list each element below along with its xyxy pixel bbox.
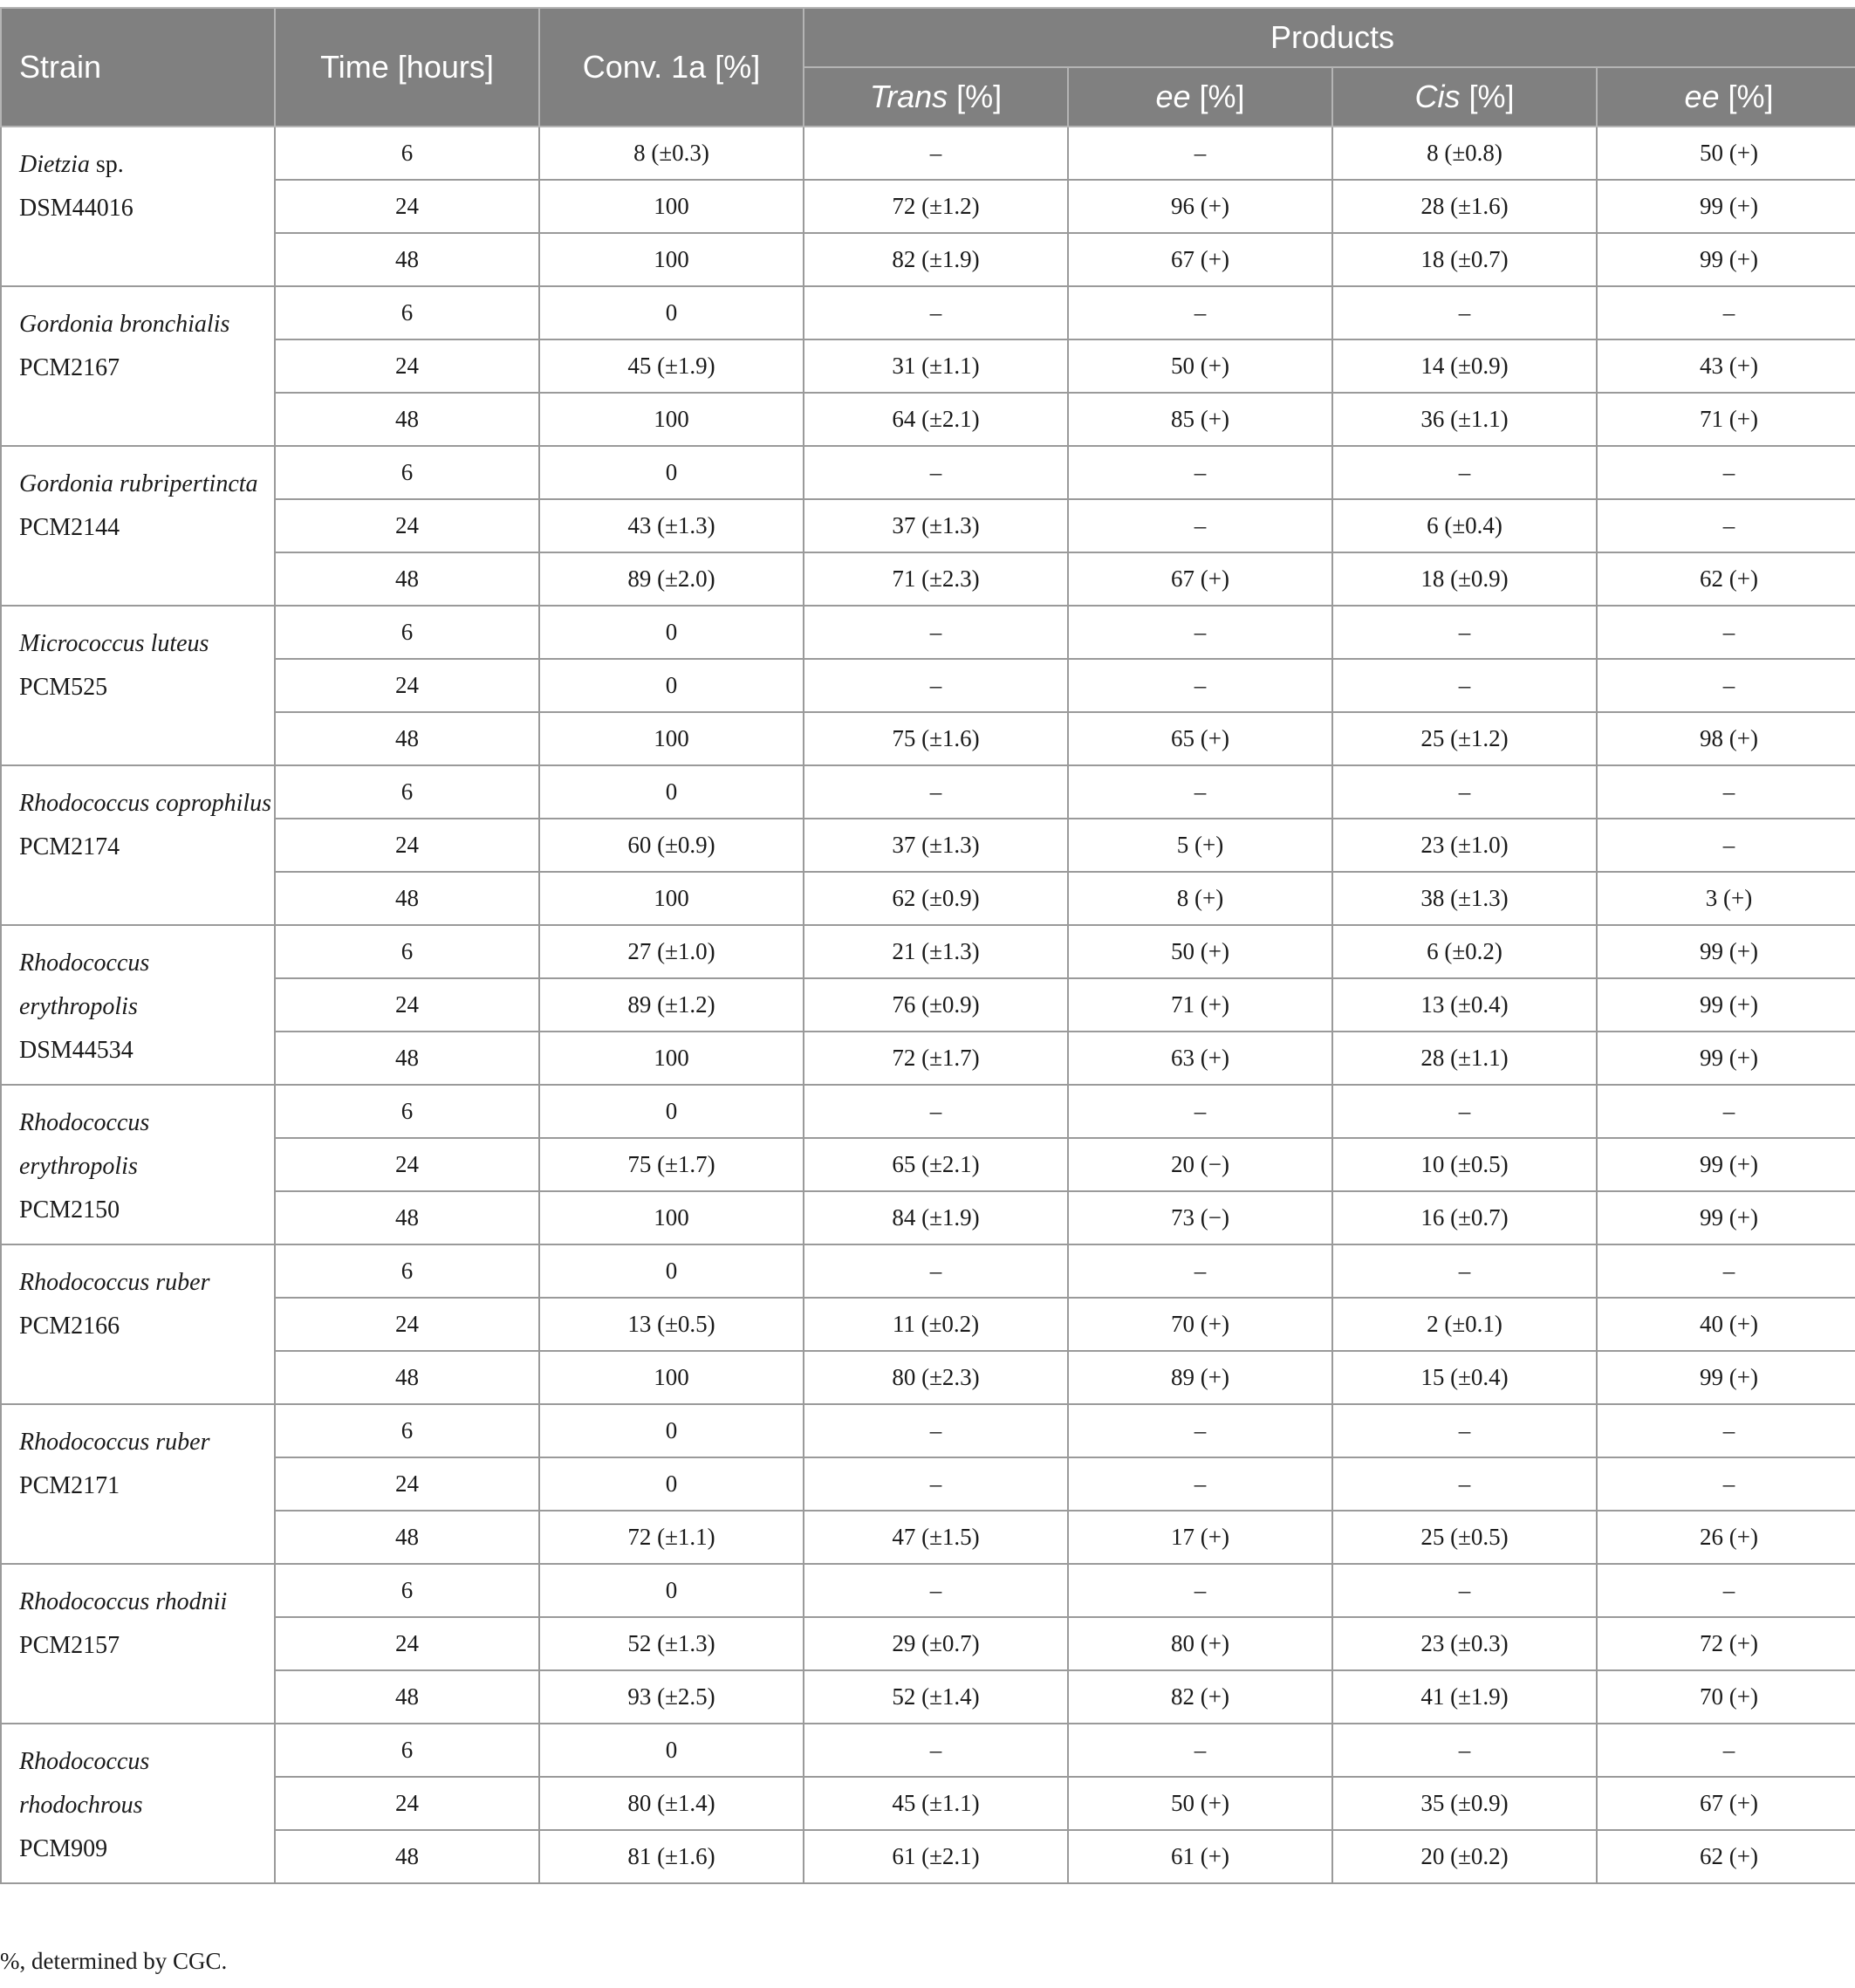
trans-cell: – xyxy=(804,606,1068,659)
cis-cell: – xyxy=(1332,1457,1597,1511)
ee-cis-cell: – xyxy=(1597,1564,1855,1617)
header-cis-label: Cis xyxy=(1414,79,1461,114)
ee-trans-cell: – xyxy=(1068,446,1332,499)
header-ee-trans-label: ee xyxy=(1155,79,1191,114)
time-cell: 6 xyxy=(275,1404,539,1457)
cis-cell: – xyxy=(1332,1085,1597,1138)
strain-code: PCM2171 xyxy=(19,1472,120,1499)
trans-cell: – xyxy=(804,1724,1068,1777)
header-conversion: Conv. 1a [%] xyxy=(539,8,804,127)
strain-species xyxy=(19,1580,274,1624)
time-cell: 6 xyxy=(275,127,539,180)
ee-cis-cell: 99 (+) xyxy=(1597,978,1855,1032)
ee-trans-cell: 67 (+) xyxy=(1068,233,1332,286)
time-cell: 6 xyxy=(275,925,539,978)
cis-cell: – xyxy=(1332,1404,1597,1457)
table-row xyxy=(1,819,1855,872)
time-cell: 24 xyxy=(275,978,539,1032)
strain-species xyxy=(19,1421,274,1464)
cis-cell: 25 (±1.2) xyxy=(1332,712,1597,765)
ee-cis-cell: 3 (+) xyxy=(1597,872,1855,925)
ee-cis-cell: 99 (+) xyxy=(1597,180,1855,233)
ee-trans-cell: – xyxy=(1068,286,1332,339)
time-cell: 48 xyxy=(275,233,539,286)
ee-trans-cell: 20 (−) xyxy=(1068,1138,1332,1191)
strain-cell xyxy=(1,1564,275,1724)
strain-code: PCM2150 xyxy=(19,1196,120,1224)
ee-trans-cell: 65 (+) xyxy=(1068,712,1332,765)
table-row xyxy=(1,339,1855,393)
trans-cell: 80 (±2.3) xyxy=(804,1351,1068,1404)
ee-cis-cell: – xyxy=(1597,1404,1855,1457)
table-row xyxy=(1,393,1855,446)
conversion-cell: 100 xyxy=(539,872,804,925)
time-cell: 48 xyxy=(275,1830,539,1883)
cis-cell: 35 (±0.9) xyxy=(1332,1777,1597,1830)
time-cell: 6 xyxy=(275,1085,539,1138)
time-cell: 6 xyxy=(275,765,539,819)
strain-code: DSM44016 xyxy=(19,195,133,222)
strain-species-italic: Dietzia xyxy=(19,151,90,178)
strain-code: PCM2144 xyxy=(19,514,120,541)
trans-cell: 45 (±1.1) xyxy=(804,1777,1068,1830)
time-cell: 48 xyxy=(275,1670,539,1724)
cis-cell: 28 (±1.1) xyxy=(1332,1032,1597,1085)
table-row xyxy=(1,1191,1855,1244)
strain-species xyxy=(19,1261,274,1305)
table-row xyxy=(1,1138,1855,1191)
ee-trans-cell: 82 (+) xyxy=(1068,1670,1332,1724)
time-cell: 24 xyxy=(275,1777,539,1830)
strain-code: PCM2166 xyxy=(19,1313,120,1340)
table-row xyxy=(1,1244,1855,1298)
ee-trans-cell: 50 (+) xyxy=(1068,339,1332,393)
strain-species-italic: Rhodococcus erythropolis xyxy=(19,949,150,1020)
ee-trans-cell: 67 (+) xyxy=(1068,552,1332,606)
cis-cell: 41 (±1.9) xyxy=(1332,1670,1597,1724)
ee-trans-cell: 96 (+) xyxy=(1068,180,1332,233)
table-row xyxy=(1,1617,1855,1670)
trans-cell: 61 (±2.1) xyxy=(804,1830,1068,1883)
trans-cell: 65 (±2.1) xyxy=(804,1138,1068,1191)
trans-cell: – xyxy=(804,446,1068,499)
trans-cell: – xyxy=(804,286,1068,339)
trans-cell: 75 (±1.6) xyxy=(804,712,1068,765)
ee-trans-cell: – xyxy=(1068,606,1332,659)
table-row xyxy=(1,552,1855,606)
conversion-cell: 100 xyxy=(539,1351,804,1404)
strain-cell xyxy=(1,925,275,1085)
table-row xyxy=(1,1298,1855,1351)
time-cell: 24 xyxy=(275,339,539,393)
time-cell: 48 xyxy=(275,1032,539,1085)
strain-species-italic: Rhodococcus rhodnii xyxy=(19,1588,228,1615)
trans-cell: 76 (±0.9) xyxy=(804,978,1068,1032)
ee-cis-cell: – xyxy=(1597,286,1855,339)
ee-trans-cell: 63 (+) xyxy=(1068,1032,1332,1085)
time-cell: 6 xyxy=(275,446,539,499)
conversion-cell: 8 (±0.3) xyxy=(539,127,804,180)
table-row xyxy=(1,233,1855,286)
strain-code: PCM909 xyxy=(19,1835,108,1862)
conversion-cell: 0 xyxy=(539,1457,804,1511)
trans-cell: – xyxy=(804,127,1068,180)
table-row xyxy=(1,978,1855,1032)
strain-cell xyxy=(1,1404,275,1564)
ee-trans-cell: 5 (+) xyxy=(1068,819,1332,872)
conversion-cell: 0 xyxy=(539,659,804,712)
strain-code: PCM525 xyxy=(19,674,108,701)
table-row xyxy=(1,765,1855,819)
conversion-cell: 0 xyxy=(539,765,804,819)
ee-trans-cell: 71 (+) xyxy=(1068,978,1332,1032)
cis-cell: – xyxy=(1332,1564,1597,1617)
table-row xyxy=(1,659,1855,712)
ee-cis-cell: 62 (+) xyxy=(1597,1830,1855,1883)
cis-cell: 23 (±1.0) xyxy=(1332,819,1597,872)
time-cell: 24 xyxy=(275,819,539,872)
conversion-cell: 72 (±1.1) xyxy=(539,1511,804,1564)
cis-cell: 6 (±0.2) xyxy=(1332,925,1597,978)
cis-cell: – xyxy=(1332,765,1597,819)
trans-cell: 37 (±1.3) xyxy=(804,819,1068,872)
cis-cell: 2 (±0.1) xyxy=(1332,1298,1597,1351)
header-time: Time [hours] xyxy=(275,8,539,127)
ee-trans-cell: 80 (+) xyxy=(1068,1617,1332,1670)
cis-cell: – xyxy=(1332,286,1597,339)
cis-cell: – xyxy=(1332,1244,1597,1298)
ee-trans-cell: 17 (+) xyxy=(1068,1511,1332,1564)
conversion-cell: 60 (±0.9) xyxy=(539,819,804,872)
conversion-cell: 27 (±1.0) xyxy=(539,925,804,978)
ee-trans-cell: – xyxy=(1068,499,1332,552)
table-row xyxy=(1,1351,1855,1404)
table-row xyxy=(1,1830,1855,1883)
ee-cis-cell: – xyxy=(1597,1724,1855,1777)
strain-species xyxy=(19,622,274,666)
time-cell: 48 xyxy=(275,1511,539,1564)
ee-trans-cell: – xyxy=(1068,765,1332,819)
cis-cell: 14 (±0.9) xyxy=(1332,339,1597,393)
cis-cell: – xyxy=(1332,446,1597,499)
ee-trans-cell: – xyxy=(1068,127,1332,180)
cis-cell: 18 (±0.7) xyxy=(1332,233,1597,286)
table-row xyxy=(1,180,1855,233)
trans-cell: 11 (±0.2) xyxy=(804,1298,1068,1351)
ee-cis-cell: 99 (+) xyxy=(1597,925,1855,978)
time-cell: 48 xyxy=(275,1191,539,1244)
strain-cell xyxy=(1,1244,275,1404)
ee-cis-cell: – xyxy=(1597,606,1855,659)
strain-species xyxy=(19,1740,274,1827)
trans-cell: 64 (±2.1) xyxy=(804,393,1068,446)
trans-cell: – xyxy=(804,1564,1068,1617)
ee-trans-cell: – xyxy=(1068,1404,1332,1457)
trans-cell: 47 (±1.5) xyxy=(804,1511,1068,1564)
time-cell: 6 xyxy=(275,1564,539,1617)
header-ee-cis-unit: [%] xyxy=(1719,79,1774,114)
trans-cell: 29 (±0.7) xyxy=(804,1617,1068,1670)
conversion-cell: 75 (±1.7) xyxy=(539,1138,804,1191)
ee-trans-cell: 85 (+) xyxy=(1068,393,1332,446)
strain-species-italic: Rhodococcus ruber xyxy=(19,1429,210,1456)
ee-cis-cell: – xyxy=(1597,499,1855,552)
trans-cell: 72 (±1.7) xyxy=(804,1032,1068,1085)
strain-code: PCM2174 xyxy=(19,833,120,860)
conversion-cell: 100 xyxy=(539,1191,804,1244)
strain-species-suffix: sp. xyxy=(89,151,124,178)
conversion-cell: 100 xyxy=(539,712,804,765)
table-row xyxy=(1,1670,1855,1724)
ee-cis-cell: 99 (+) xyxy=(1597,233,1855,286)
table-row xyxy=(1,1404,1855,1457)
strain-species-italic: Rhodococcus ruber xyxy=(19,1269,210,1296)
time-cell: 24 xyxy=(275,180,539,233)
table-header xyxy=(1,8,1855,127)
trans-cell: 37 (±1.3) xyxy=(804,499,1068,552)
header-cis-unit: [%] xyxy=(1460,79,1515,114)
strain-cell xyxy=(1,127,275,286)
trans-cell: 52 (±1.4) xyxy=(804,1670,1068,1724)
ee-cis-cell: 71 (+) xyxy=(1597,393,1855,446)
ee-cis-cell: – xyxy=(1597,1244,1855,1298)
cis-cell: 25 (±0.5) xyxy=(1332,1511,1597,1564)
ee-cis-cell: 99 (+) xyxy=(1597,1191,1855,1244)
ee-cis-cell: – xyxy=(1597,819,1855,872)
strain-species xyxy=(19,303,274,346)
header-products: Products xyxy=(804,8,1855,67)
strain-cell xyxy=(1,286,275,446)
table-row xyxy=(1,1777,1855,1830)
ee-cis-cell: – xyxy=(1597,446,1855,499)
time-cell: 48 xyxy=(275,1351,539,1404)
ee-cis-cell: 26 (+) xyxy=(1597,1511,1855,1564)
time-cell: 24 xyxy=(275,659,539,712)
strain-species-italic: Rhodococcus erythropolis xyxy=(19,1109,150,1180)
conversion-cell: 52 (±1.3) xyxy=(539,1617,804,1670)
strain-species xyxy=(19,463,274,506)
header-ee-trans xyxy=(1068,67,1332,127)
cis-cell: 18 (±0.9) xyxy=(1332,552,1597,606)
conversion-cell: 13 (±0.5) xyxy=(539,1298,804,1351)
ee-trans-cell: – xyxy=(1068,1724,1332,1777)
ee-trans-cell: – xyxy=(1068,1085,1332,1138)
ee-cis-cell: 99 (+) xyxy=(1597,1351,1855,1404)
trans-cell: – xyxy=(804,1085,1068,1138)
table-row xyxy=(1,606,1855,659)
trans-cell: 71 (±2.3) xyxy=(804,552,1068,606)
strain-cell xyxy=(1,606,275,765)
ee-cis-cell: 72 (+) xyxy=(1597,1617,1855,1670)
strain-cell xyxy=(1,1085,275,1244)
header-ee-trans-unit: [%] xyxy=(1190,79,1245,114)
conversion-cell: 43 (±1.3) xyxy=(539,499,804,552)
trans-cell: – xyxy=(804,1404,1068,1457)
conversion-cell: 89 (±2.0) xyxy=(539,552,804,606)
conversion-cell: 0 xyxy=(539,1564,804,1617)
conversion-cell: 80 (±1.4) xyxy=(539,1777,804,1830)
table-row xyxy=(1,1511,1855,1564)
trans-cell: – xyxy=(804,765,1068,819)
conversion-cell: 0 xyxy=(539,1404,804,1457)
time-cell: 24 xyxy=(275,1298,539,1351)
cis-cell: 10 (±0.5) xyxy=(1332,1138,1597,1191)
table-row xyxy=(1,127,1855,180)
strain-code: PCM2157 xyxy=(19,1632,120,1659)
strain-species-italic: Gordonia rubripertincta xyxy=(19,470,258,497)
cis-cell: 28 (±1.6) xyxy=(1332,180,1597,233)
table-row xyxy=(1,872,1855,925)
ee-cis-cell: 98 (+) xyxy=(1597,712,1855,765)
table-row xyxy=(1,499,1855,552)
cis-cell: – xyxy=(1332,606,1597,659)
cis-cell: 20 (±0.2) xyxy=(1332,1830,1597,1883)
table-row xyxy=(1,1724,1855,1777)
strain-code: DSM44534 xyxy=(19,1037,133,1064)
cis-cell: 38 (±1.3) xyxy=(1332,872,1597,925)
strain-species-italic: Gordonia bronchialis xyxy=(19,311,230,338)
trans-cell: 21 (±1.3) xyxy=(804,925,1068,978)
header-trans-unit: [%] xyxy=(948,79,1003,114)
header-trans-label: Trans xyxy=(869,79,948,114)
conversion-cell: 81 (±1.6) xyxy=(539,1830,804,1883)
trans-cell: 62 (±0.9) xyxy=(804,872,1068,925)
strain-species-italic: Rhodococcus coprophilus xyxy=(19,790,272,817)
table-row xyxy=(1,1085,1855,1138)
table-row xyxy=(1,286,1855,339)
cis-cell: 13 (±0.4) xyxy=(1332,978,1597,1032)
ee-trans-cell: 50 (+) xyxy=(1068,1777,1332,1830)
ee-cis-cell: 43 (+) xyxy=(1597,339,1855,393)
ee-cis-cell: 40 (+) xyxy=(1597,1298,1855,1351)
conversion-cell: 93 (±2.5) xyxy=(539,1670,804,1724)
header-trans xyxy=(804,67,1068,127)
strain-species xyxy=(19,1101,274,1189)
ee-trans-cell: – xyxy=(1068,1244,1332,1298)
time-cell: 24 xyxy=(275,1457,539,1511)
cis-cell: 6 (±0.4) xyxy=(1332,499,1597,552)
table-body xyxy=(1,127,1855,1883)
strain-species xyxy=(19,782,274,826)
ee-cis-cell: 67 (+) xyxy=(1597,1777,1855,1830)
strain-cell xyxy=(1,446,275,606)
table-footnote: %, determined by CGC. xyxy=(0,1948,228,1974)
table-row xyxy=(1,446,1855,499)
time-cell: 24 xyxy=(275,499,539,552)
results-table xyxy=(0,7,1855,1884)
ee-trans-cell: 89 (+) xyxy=(1068,1351,1332,1404)
cis-cell: 8 (±0.8) xyxy=(1332,127,1597,180)
trans-cell: – xyxy=(804,659,1068,712)
time-cell: 48 xyxy=(275,712,539,765)
trans-cell: 31 (±1.1) xyxy=(804,339,1068,393)
ee-trans-cell: 73 (−) xyxy=(1068,1191,1332,1244)
strain-cell xyxy=(1,765,275,925)
strain-species-italic: Micrococcus luteus xyxy=(19,630,209,657)
conversion-cell: 100 xyxy=(539,1032,804,1085)
time-cell: 6 xyxy=(275,1724,539,1777)
ee-cis-cell: 62 (+) xyxy=(1597,552,1855,606)
ee-cis-cell: 70 (+) xyxy=(1597,1670,1855,1724)
conversion-cell: 100 xyxy=(539,233,804,286)
trans-cell: 84 (±1.9) xyxy=(804,1191,1068,1244)
ee-cis-cell: – xyxy=(1597,765,1855,819)
strain-species xyxy=(19,143,274,187)
cis-cell: 16 (±0.7) xyxy=(1332,1191,1597,1244)
ee-cis-cell: – xyxy=(1597,1457,1855,1511)
trans-cell: 72 (±1.2) xyxy=(804,180,1068,233)
time-cell: 6 xyxy=(275,606,539,659)
conversion-cell: 0 xyxy=(539,1085,804,1138)
ee-cis-cell: – xyxy=(1597,1085,1855,1138)
table-row xyxy=(1,1564,1855,1617)
conversion-cell: 0 xyxy=(539,446,804,499)
strain-code: PCM2167 xyxy=(19,354,120,381)
header-cis xyxy=(1332,67,1597,127)
ee-trans-cell: – xyxy=(1068,659,1332,712)
ee-trans-cell: 8 (+) xyxy=(1068,872,1332,925)
results-table-container xyxy=(0,7,1855,1884)
time-cell: 48 xyxy=(275,872,539,925)
table-row xyxy=(1,712,1855,765)
header-ee-cis-label: ee xyxy=(1684,79,1720,114)
time-cell: 48 xyxy=(275,552,539,606)
conversion-cell: 100 xyxy=(539,180,804,233)
ee-cis-cell: – xyxy=(1597,659,1855,712)
ee-trans-cell: 61 (+) xyxy=(1068,1830,1332,1883)
table-row xyxy=(1,925,1855,978)
trans-cell: – xyxy=(804,1457,1068,1511)
conversion-cell: 100 xyxy=(539,393,804,446)
conversion-cell: 0 xyxy=(539,1724,804,1777)
header-ee-cis xyxy=(1597,67,1855,127)
table-row xyxy=(1,1457,1855,1511)
trans-cell: – xyxy=(804,1244,1068,1298)
cis-cell: – xyxy=(1332,1724,1597,1777)
ee-trans-cell: 50 (+) xyxy=(1068,925,1332,978)
time-cell: 24 xyxy=(275,1138,539,1191)
ee-trans-cell: – xyxy=(1068,1564,1332,1617)
header-strain: Strain xyxy=(1,8,275,127)
strain-species xyxy=(19,942,274,1029)
strain-species-italic: Rhodococcus rhodochrous xyxy=(19,1748,150,1819)
table-row xyxy=(1,1032,1855,1085)
time-cell: 48 xyxy=(275,393,539,446)
strain-cell xyxy=(1,1724,275,1883)
conversion-cell: 0 xyxy=(539,286,804,339)
ee-cis-cell: 50 (+) xyxy=(1597,127,1855,180)
cis-cell: – xyxy=(1332,659,1597,712)
cis-cell: 23 (±0.3) xyxy=(1332,1617,1597,1670)
ee-trans-cell: 70 (+) xyxy=(1068,1298,1332,1351)
conversion-cell: 45 (±1.9) xyxy=(539,339,804,393)
cis-cell: 36 (±1.1) xyxy=(1332,393,1597,446)
time-cell: 6 xyxy=(275,1244,539,1298)
ee-trans-cell: – xyxy=(1068,1457,1332,1511)
cis-cell: 15 (±0.4) xyxy=(1332,1351,1597,1404)
trans-cell: 82 (±1.9) xyxy=(804,233,1068,286)
conversion-cell: 0 xyxy=(539,606,804,659)
time-cell: 24 xyxy=(275,1617,539,1670)
time-cell: 6 xyxy=(275,286,539,339)
conversion-cell: 0 xyxy=(539,1244,804,1298)
conversion-cell: 89 (±1.2) xyxy=(539,978,804,1032)
ee-cis-cell: 99 (+) xyxy=(1597,1032,1855,1085)
ee-cis-cell: 99 (+) xyxy=(1597,1138,1855,1191)
